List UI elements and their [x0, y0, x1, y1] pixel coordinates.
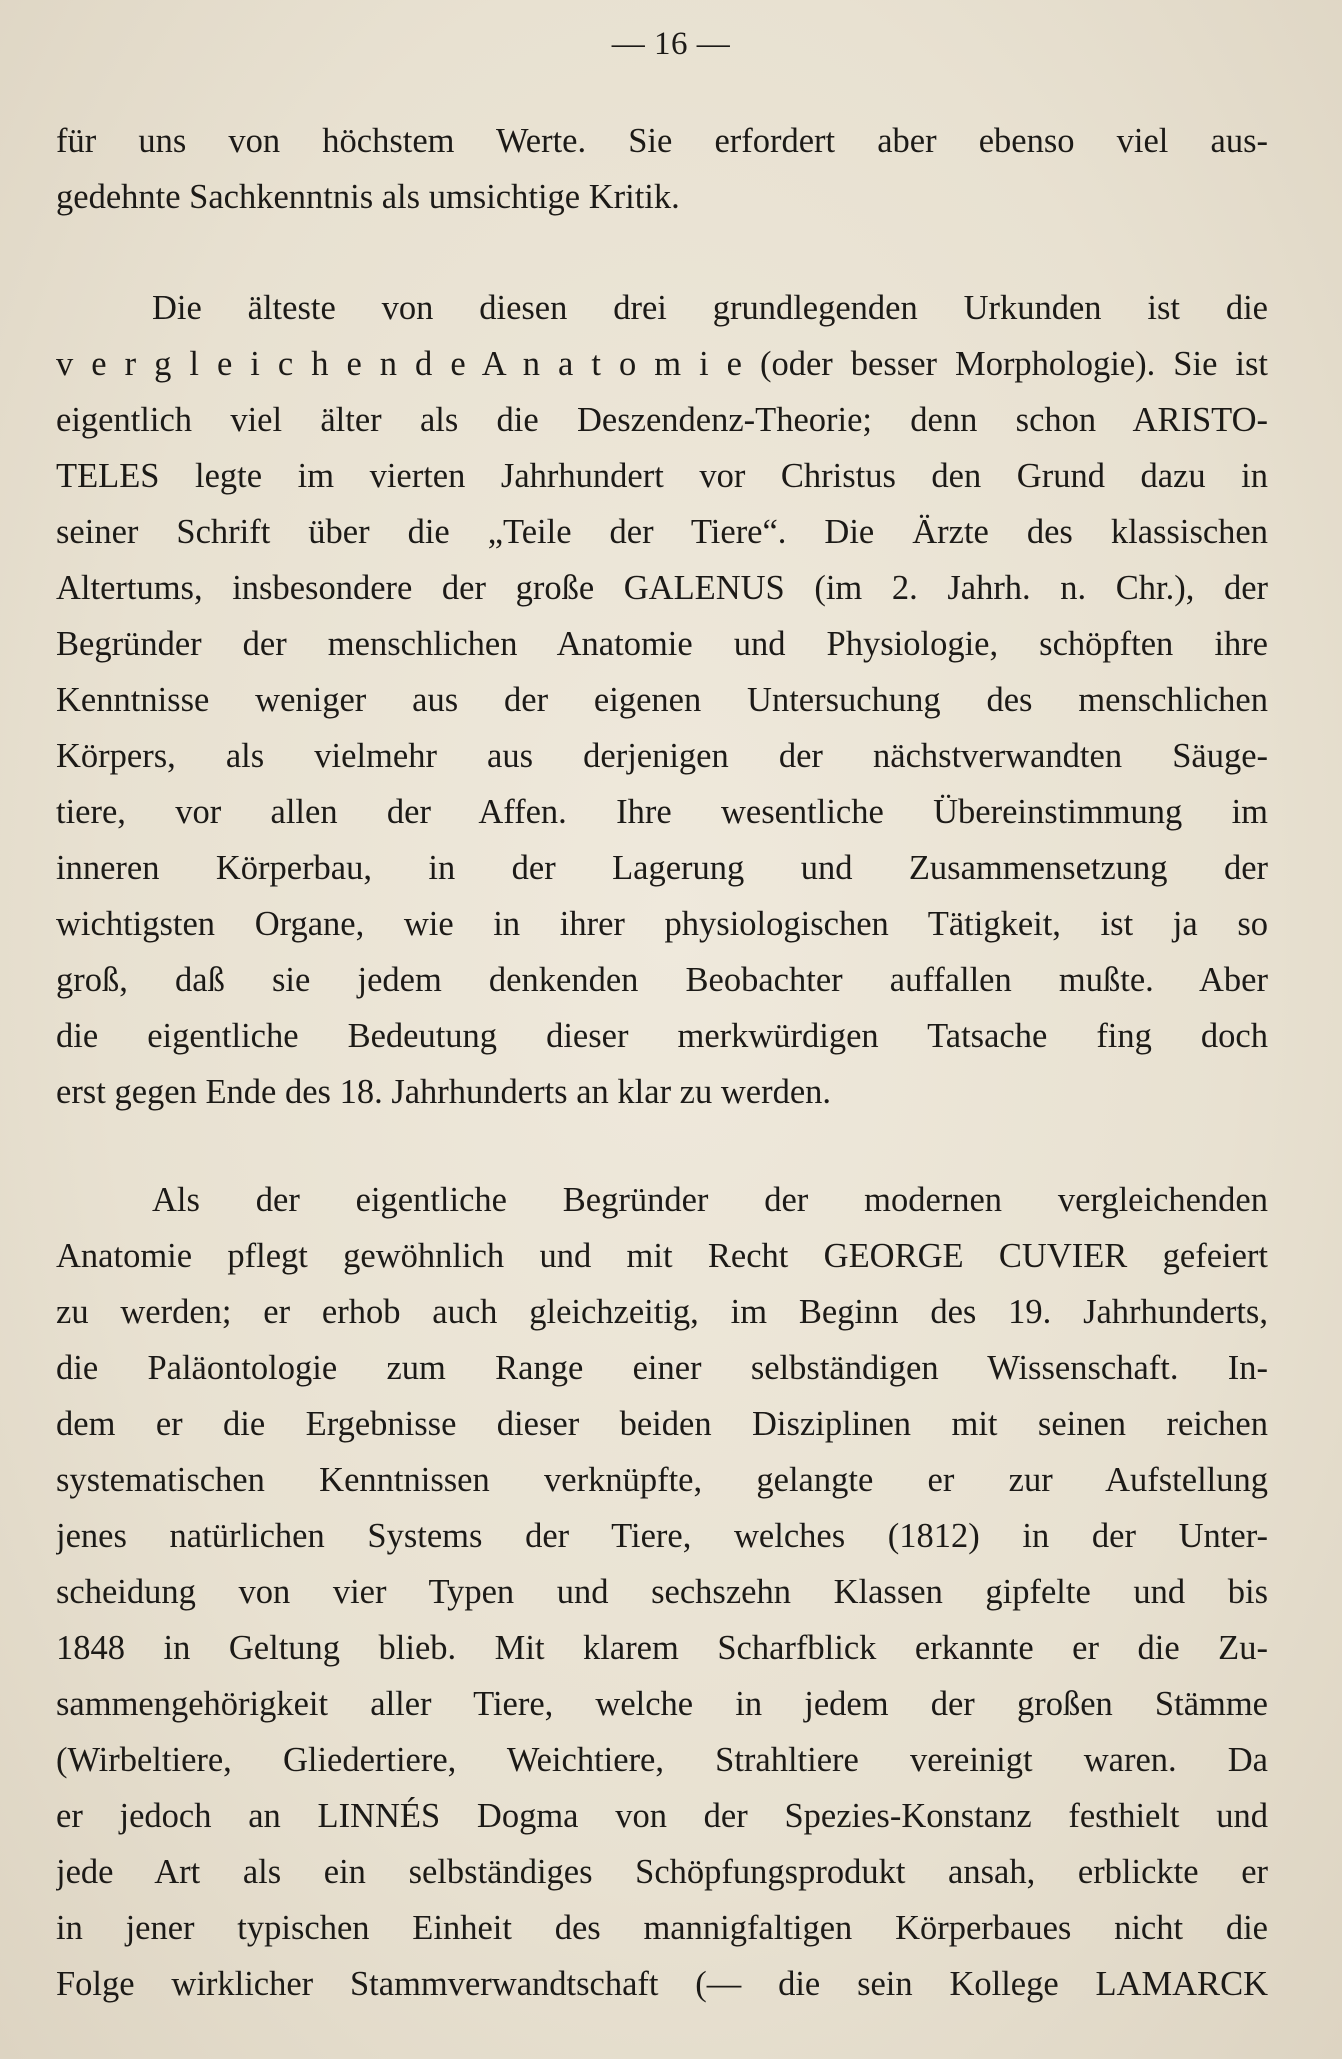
paragraph-2 — [56, 280, 1268, 1120]
text-line: Körpers, als vielmehr aus derjenigen der nächstverwandten Säuge- — [56, 737, 1268, 775]
text-line: Altertums, insbesondere der große GALENUS (im 2. Jahrh. n. Chr.), der — [56, 569, 1268, 607]
text-line: jenes natürlichen Systems der Tiere, welches (1812) in der Unter- — [56, 1517, 1268, 1555]
text-line: tiere, vor allen der Affen. Ihre wesentliche Übereinstimmung im — [56, 793, 1268, 831]
text-line: Die älteste von diesen drei grundlegenden Urkunden ist die — [152, 289, 1268, 327]
text-line: (Wirbeltiere, Gliedertiere, Weichtiere, Strahltiere vereinigt waren. Da — [56, 1741, 1268, 1779]
text-line: er jedoch an LINNÉS Dogma von der Spezies-Konstanz festhielt und — [56, 1797, 1268, 1835]
text-line: zu werden; er erhob auch gleichzeitig, im Beginn des 19. Jahrhunderts, — [56, 1293, 1268, 1331]
text-line: sammengehörigkeit aller Tiere, welche in jedem der großen Stämme — [56, 1685, 1268, 1723]
text-line: die eigentliche Bedeutung dieser merkwürdigen Tatsache fing doch — [56, 1017, 1268, 1055]
text-line: Anatomie pflegt gewöhnlich und mit Recht GEORGE CUVIER gefeiert — [56, 1237, 1268, 1275]
text-line: Begründer der menschlichen Anatomie und Physiologie, schöpften ihre — [56, 625, 1268, 663]
text-line: systematischen Kenntnissen verknüpfte, gelangte er zur Aufstellung — [56, 1461, 1268, 1499]
page-number: — 16 — — [611, 26, 731, 62]
text-line: Folge wirklicher Stammverwandtschaft (— die sein Kollege LAMARCK — [56, 1965, 1268, 2003]
text-line: TELES legte im vierten Jahrhundert vor Christus den Grund dazu in — [56, 457, 1268, 495]
text-line: 1848 in Geltung blieb. Mit klarem Scharfblick erkannte er die Zu- — [56, 1629, 1268, 1667]
text-line: groß, daß sie jedem denkenden Beobachter auffallen mußte. Aber — [56, 961, 1268, 999]
text-line: erst gegen Ende des 18. Jahrhunderts an klar zu werden. — [56, 1073, 832, 1111]
paragraph-1 — [56, 113, 1268, 225]
text-line: wichtigsten Organe, wie in ihrer physiologischen Tätigkeit, ist ja so — [56, 905, 1268, 943]
text-line: inneren Körperbau, in der Lagerung und Zusammensetzung der — [56, 849, 1268, 887]
text-line: dem er die Ergebnisse dieser beiden Disziplinen mit seinen reichen — [56, 1405, 1268, 1443]
text-line: die Paläontologie zum Range einer selbständigen Wissenschaft. In- — [56, 1349, 1268, 1387]
text-line: gedehnte Sachkenntnis als umsichtige Kritik. — [56, 178, 680, 216]
text-line: scheidung von vier Typen und sechszehn Klassen gipfelte und bis — [56, 1573, 1268, 1611]
paragraph-3 — [56, 1172, 1268, 2012]
text-line: für uns von höchstem Werte. Sie erfordert aber ebenso viel aus- — [56, 122, 1268, 160]
text-line: seiner Schrift über die „Teile der Tiere“. Die Ärzte des klassischen — [56, 513, 1268, 551]
text-line: Kenntnisse weniger aus der eigenen Untersuchung des menschlichen — [56, 681, 1268, 719]
text-line: jede Art als ein selbständiges Schöpfungsprodukt ansah, erblickte er — [56, 1853, 1268, 1891]
text-line: in jener typischen Einheit des mannigfaltigen Körperbaues nicht die — [56, 1909, 1268, 1947]
text-line: eigentlich viel älter als die Deszendenz-Theorie; denn schon ARISTO- — [56, 401, 1268, 439]
text-line: Als der eigentliche Begründer der modernen vergleichenden — [152, 1181, 1268, 1219]
text-line: v e r g l e i c h e n d e A n a t o m i e (oder besser Morphologie). Sie ist — [56, 345, 1268, 383]
